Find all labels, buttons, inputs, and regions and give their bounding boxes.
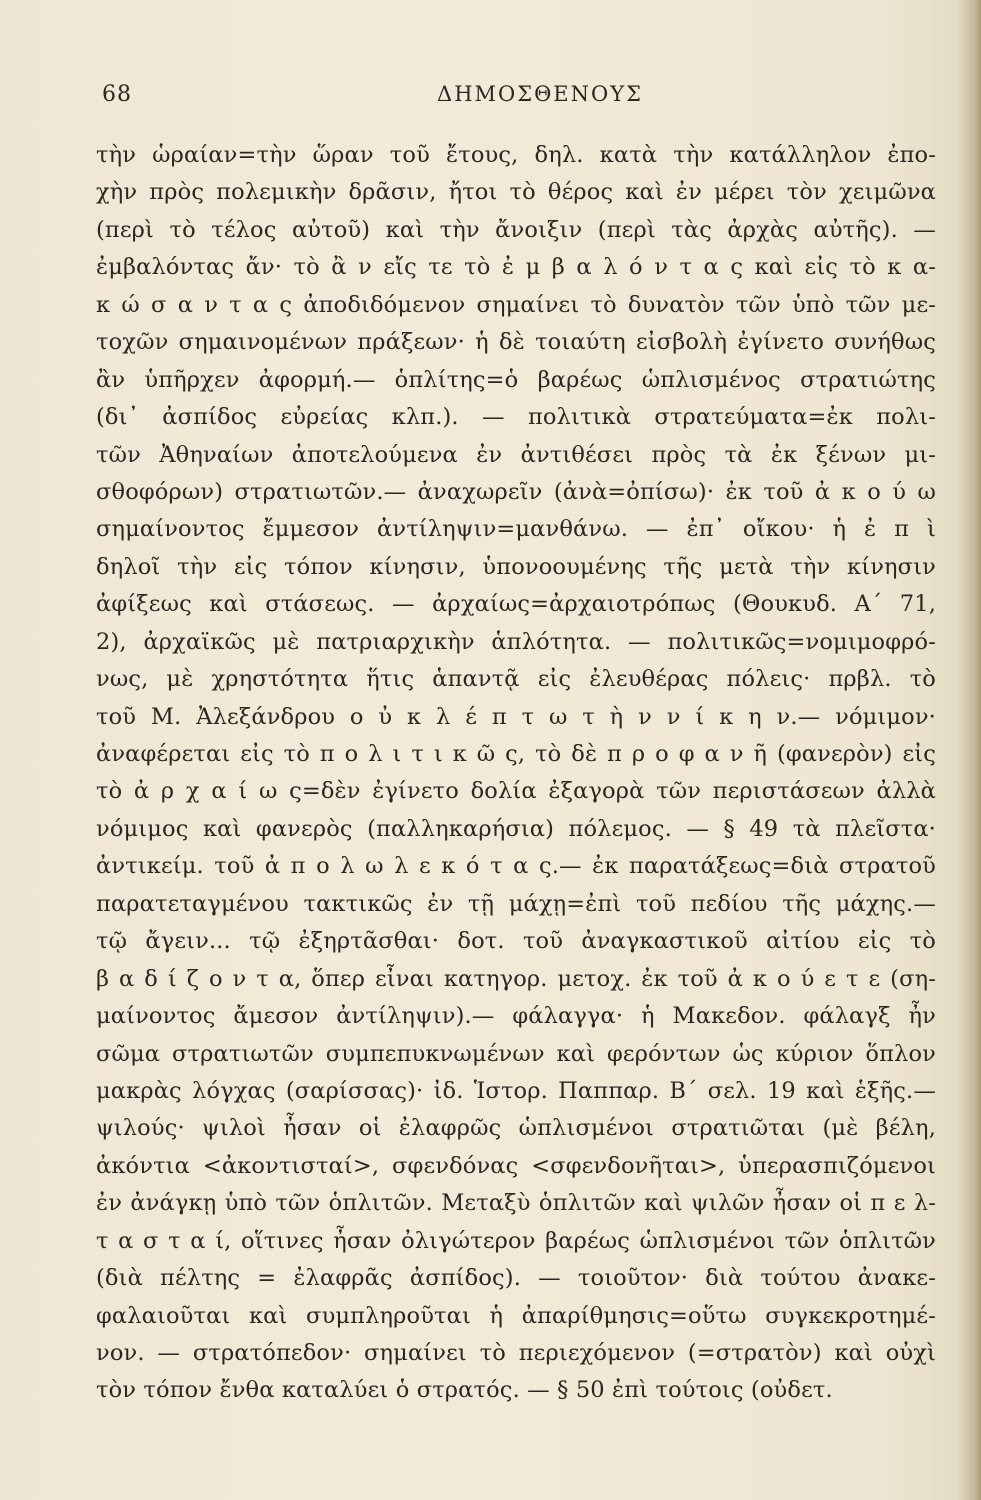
running-title: ΔΗΜΟΣΘΕΝΟΥΣ <box>437 82 643 106</box>
text-line: νον. — στρατόπεδον· σημαίνει τὸ περιεχόμενον (=στρατὸν) καὶ οὐχὶ <box>96 1340 936 1366</box>
text-line: τοχῶν σημαινομένων πράξεων· ἡ δὲ τοιαύτη εἰσβολὴ ἐγίνετο συνήθως <box>96 329 936 356</box>
text-line: μακρὰς λόγχας (σαρίσσας)· ἰδ. Ἱστορ. Παππαρ. Β΄ σελ. 19 καὶ ἑξῆς.— <box>96 1077 936 1104</box>
text-line: (περὶ τὸ τέλος αὐτοῦ) καὶ τὴν ἄνοιξιν (περὶ τὰς ἀρχὰς αὐτῆς). — <box>96 216 936 243</box>
text-line: τῷ ἄγειν... τῷ ἐξηρτᾶσθαι· δοτ. τοῦ ἀναγκαστικοῦ αἰτίου εἰς τὸ <box>96 928 936 955</box>
text-line: σῶμα στρατιωτῶν συμπεπυκνωμένων καὶ φερόντων ὡς κύριον ὅπλον <box>96 1040 936 1067</box>
text-line: β α δ ί ζ ο ν τ α, ὅπερ εἶναι κατηγορ. μετοχ. ἐκ τοῦ ἀ κ ο ύ ε τ ε (ση- <box>96 965 936 992</box>
page-number: 68 <box>102 82 132 107</box>
text-line: ἀντικείμ. τοῦ ἀ π ο λ ω λ ε κ ό τ α ς.— ἐκ παρατάξεως=διὰ στρατοῦ <box>96 853 936 880</box>
text-line: τ α σ τ α ί, οἵτινες ἦσαν ὀλιγώτερον βαρέως ὡπλισμένοι τῶν ὁπλιτῶν <box>96 1227 936 1254</box>
text-line: τὸν τόπον ἔνθα καταλύει ὁ στρατός. — § 50 ἐπὶ τούτοις (οὐδετ. <box>96 1377 833 1404</box>
text-line: ἀφίξεως καὶ στάσεως. — ἀρχαίως=ἀρχαιοτρόπως (Θουκυδ. Α΄ 71, <box>96 591 936 618</box>
text-line: δηλοῖ τὴν εἰς τόπον κίνησιν, ὑπονοουμένης τῆς μετὰ τὴν κίνησιν <box>96 553 936 580</box>
text-line: σθοφόρων) στρατιωτῶν.— ἀναχωρεῖν (ἀνὰ=ὀπίσω)· ἐκ τοῦ ἀ κ ο ύ ω <box>96 478 936 505</box>
text-line: ἀκόντια <ἀκοντισταί>, σφενδόνας <σφενδονῆται>, ὑπερασπιζόμενοι <box>96 1152 936 1179</box>
text-line: σημαίνοντος ἔμμεσον ἀντίληψιν=μανθάνω. — ἐπ᾽ οἴκου· ἡ ἐ π ὶ <box>96 516 936 543</box>
text-line: τῶν Ἀθηναίων ἀποτελούμενα ἐν ἀντιθέσει πρὸς τὰ ἐκ ξένων μι- <box>96 441 936 468</box>
commentary-text <box>96 137 936 1410</box>
text-line: τὴν ὡραίαν=τὴν ὥραν τοῦ ἔτους, δηλ. κατὰ τὴν κατάλληλον ἐπο- <box>96 142 936 168</box>
text-line: μαίνοντος ἄμεσον ἀντίληψιν).— φάλαγγα· ἡ Μακεδον. φάλαγξ ἦν <box>96 1003 936 1030</box>
text-line: χὴν πρὸς πολεμικὴν δρᾶσιν, ἤτοι τὸ θέρος καὶ ἐν μέρει τὸν χειμῶνα <box>96 179 936 206</box>
text-line: 2), ἀρχαϊκῶς μὲ πατριαρχικὴν ἁπλότητα. — πολιτικῶς=νομιμοφρό- <box>96 628 936 655</box>
text-line: (δι᾽ ἀσπίδος εὐρείας κλπ.). — πολιτικὰ στρατεύματα=ἐκ πολι- <box>96 404 936 431</box>
text-line: νόμιμος καὶ φανερὸς (παλληκαρήσια) πόλεμος. — § 49 τὰ πλεῖστα· <box>96 815 936 842</box>
text-line: νως, μὲ χρηστότητα ἥτις ἁπαντᾷ εἰς ἐλευθέρας πόλεις· πρβλ. τὸ <box>96 666 936 693</box>
text-line: φαλαιοῦται καὶ συμπληροῦται ἡ ἀπαρίθμησις=οὕτω συγκεκροτημέ- <box>96 1302 936 1329</box>
text-line: ἐν ἀνάγκῃ ὑπὸ τῶν ὁπλιτῶν. Μεταξὺ ὁπλιτῶν καὶ ψιλῶν ἦσαν οἱ π ε λ- <box>96 1190 936 1217</box>
text-line: (διὰ πέλτης = ἐλαφρᾶς ἀσπίδος). — τοιοῦτον· διὰ τούτου ἀνακε- <box>96 1265 936 1292</box>
text-line: ἀναφέρεται εἰς τὸ π ο λ ι τ ι κ ῶ ς, τὸ δὲ π ρ ο φ α ν ῆ (φανερὸν) εἰς <box>96 741 936 767</box>
text-line: τοῦ Μ. Ἀλεξάνδρου ο ὐ κ λ έ π τ ω τ ὴ ν ν ί κ η ν.— νόμιμον· <box>96 703 936 730</box>
text-line: ἐμβαλόντας ἄν· τὸ ἂ ν εἴς τε τὸ ἐ μ β α λ ό ν τ α ς καὶ εἰς τὸ κ α- <box>96 254 936 281</box>
text-line: κ ώ σ α ν τ α ς ἀποδιδόμενον σημαίνει τὸ δυνατὸν τῶν ὑπὸ τῶν με- <box>96 291 936 318</box>
text-line: ἂν ὑπῆρχεν ἀφορμή.— ὁπλίτης=ὁ βαρέως ὡπλισμένος στρατιώτης <box>96 366 936 393</box>
text-line: τὸ ἀ ρ χ α ί ω ς=δὲν ἐγίνετο δολία ἐξαγορὰ τῶν περιστάσεων ἀλλὰ <box>96 778 936 805</box>
page-edge <box>957 0 981 1500</box>
text-line: ψιλούς· ψιλοὶ ἦσαν οἱ ἐλαφρῶς ὡπλισμένοι στρατιῶται (μὲ βέλη, <box>96 1115 936 1142</box>
page-header <box>100 82 940 118</box>
text-line: παρατεταγμένου τακτικῶς ἐν τῇ μάχῃ=ἐπὶ τοῦ πεδίου τῆς μάχης.— <box>96 890 936 917</box>
